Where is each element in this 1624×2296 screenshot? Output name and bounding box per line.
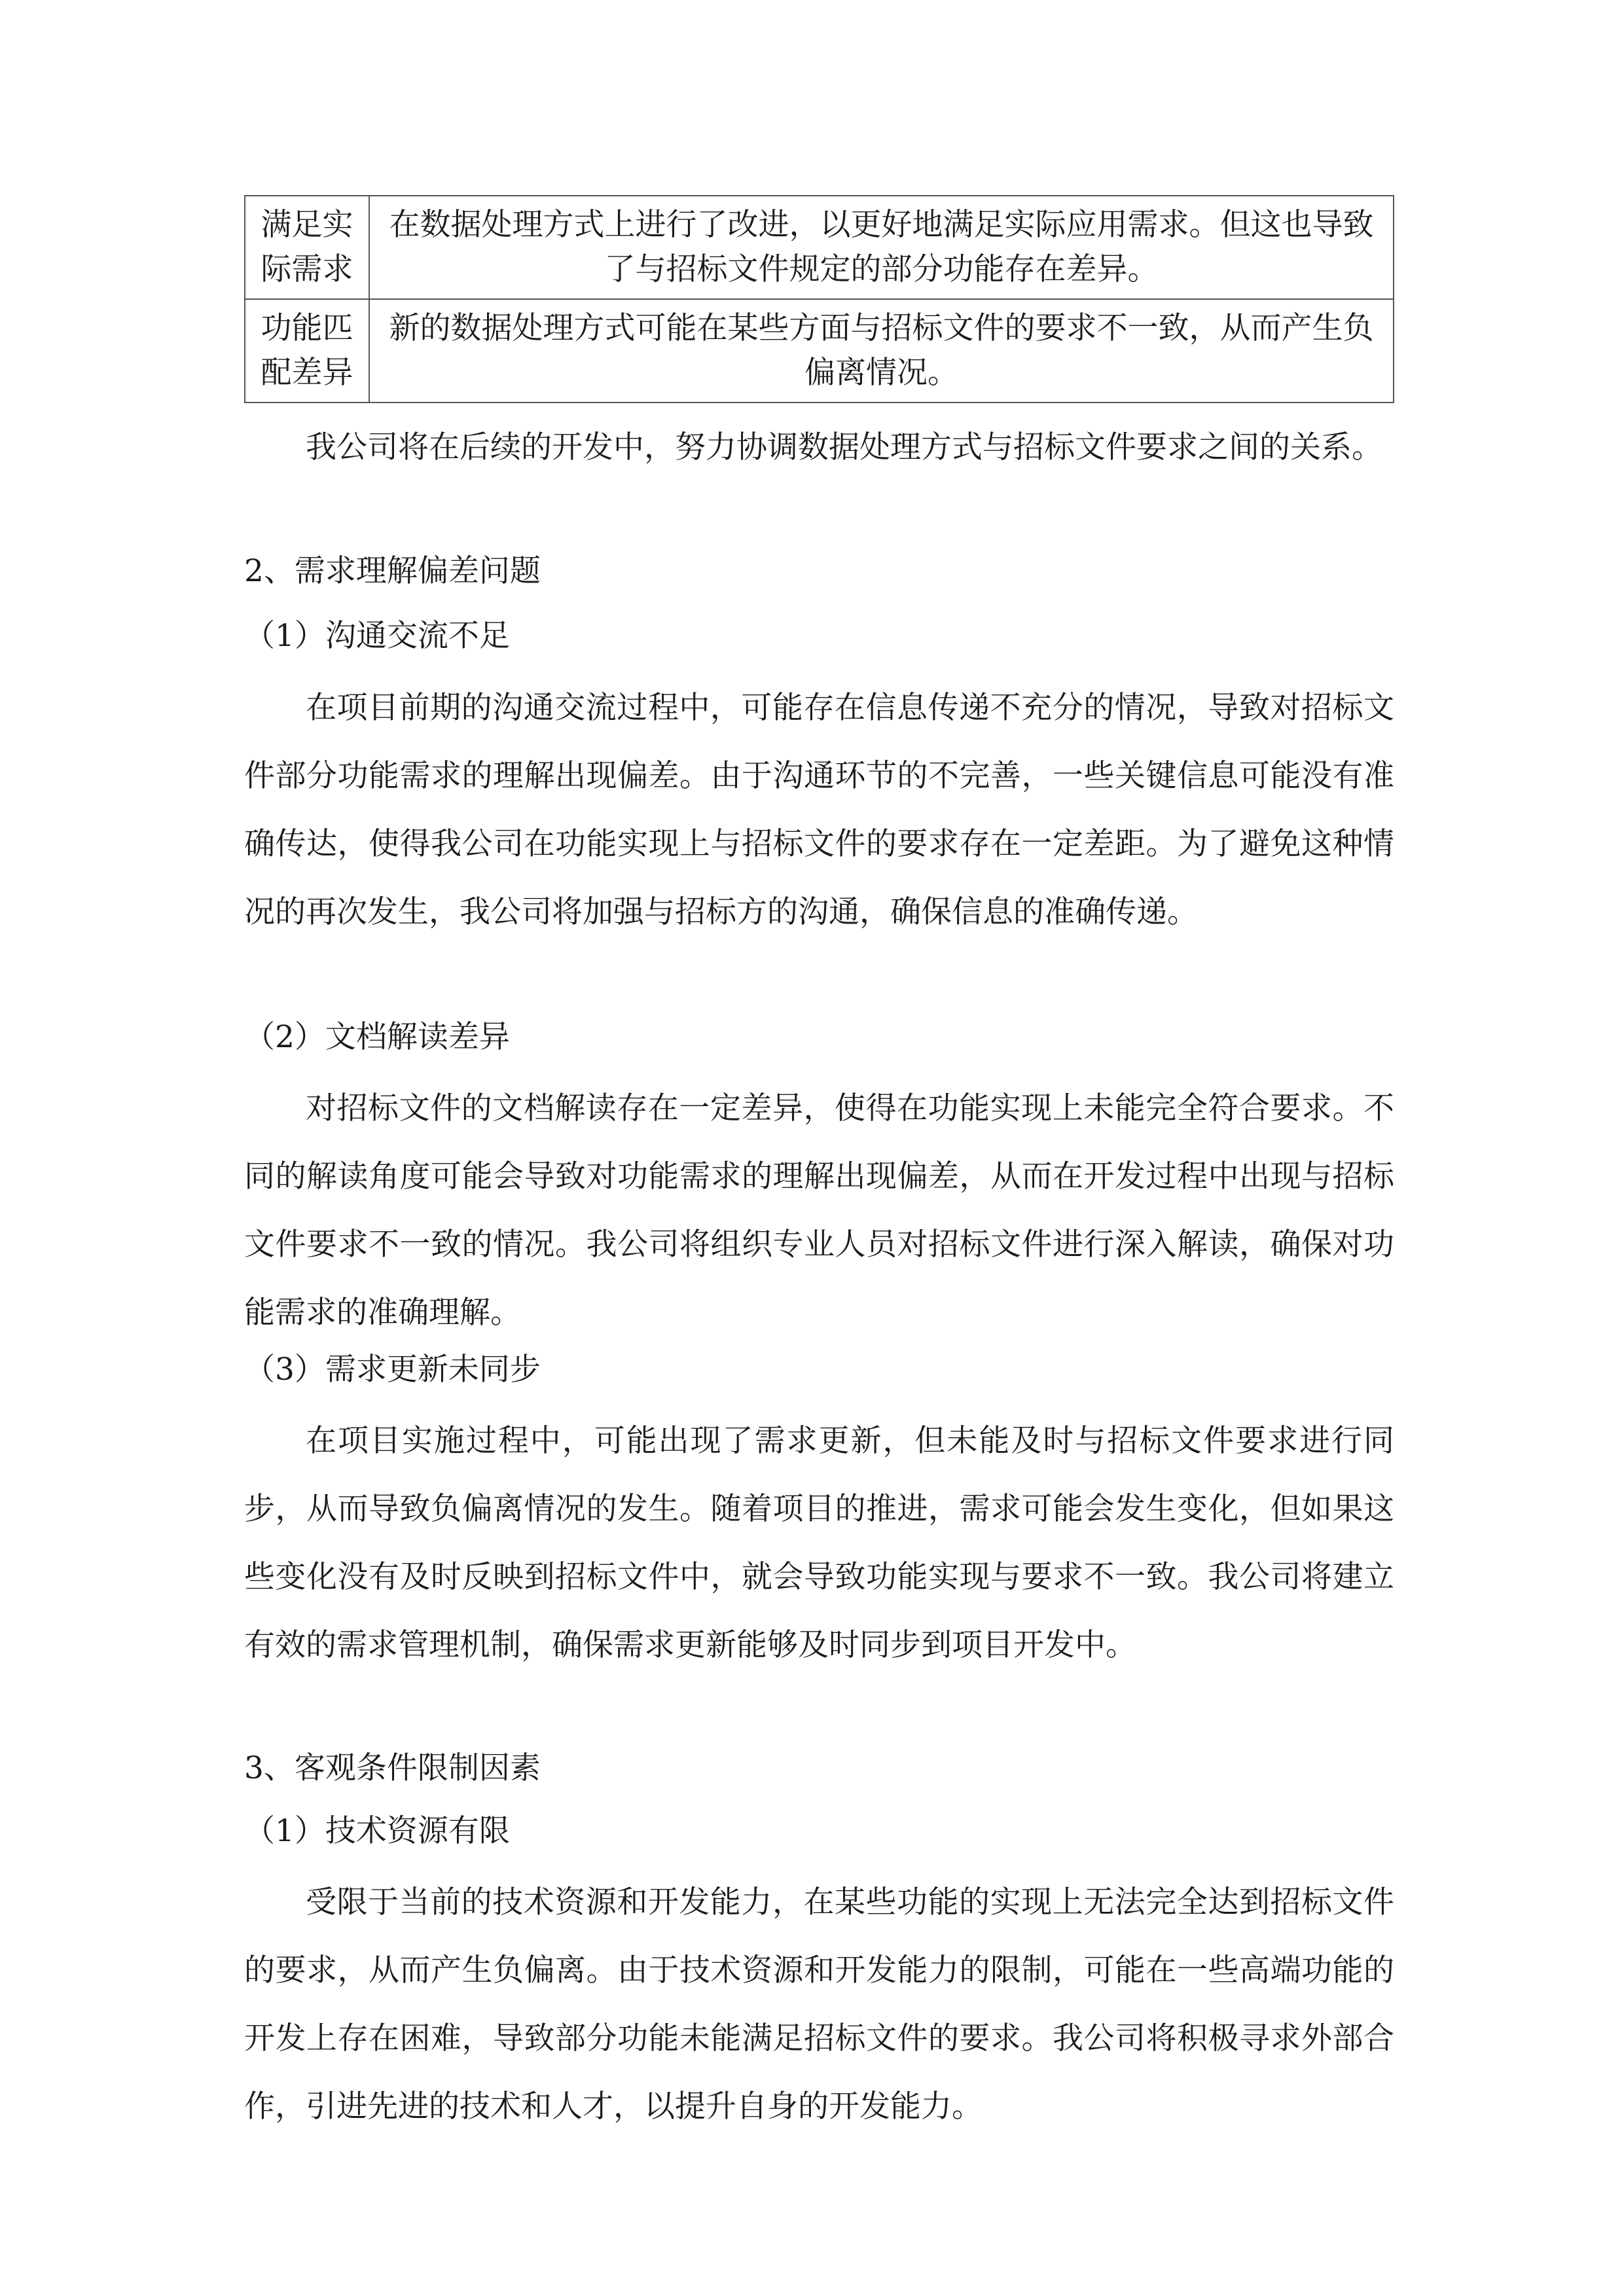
section-2-3-title: （3）需求更新未同步 bbox=[244, 1352, 541, 1388]
intro-paragraph: 我公司将在后续的开发中，努力协调数据处理方式与招标文件要求之间的关系。 bbox=[306, 429, 1382, 465]
section-2-2-title: （2）文档解读差异 bbox=[244, 1019, 510, 1055]
table-cell-text: 新的数据处理方式可能在某些方面与招标文件的要求不一致，从而产生负偏离情况。 bbox=[369, 299, 1394, 403]
section-2-2-paragraph: 对招标文件的文档解读存在一定差异，使得在功能实现上未能完全符合要求。不同的解读角度可能会导致对功能需求的理解出现偏差，从而在开发过程中出现与招标文件要求不一致的情况。我公司将组织专业人员对招标文件进行深入解读，确保对功能需求的准确理解。 bbox=[244, 1090, 1394, 1331]
section-2-3-paragraph: 在项目实施过程中，可能出现了需求更新，但未能及时与招标文件要求进行同步，从而导致负偏离情况的发生。随着项目的推进，需求可能会发生变化，但如果这些变化没有及时反映到招标文件中，就会导致功能实现与要求不一致。我公司将建立有效的需求管理机制，确保需求更新能够及时同步到项目开发中。 bbox=[244, 1423, 1394, 1663]
section-3-heading: 3、客观条件限制因素 bbox=[244, 1750, 541, 1786]
deviation-table bbox=[244, 195, 1394, 403]
table-cell-label: 功能匹配差异 bbox=[245, 299, 369, 403]
section-2-1-paragraph: 在项目前期的沟通交流过程中，可能存在信息传递不充分的情况，导致对招标文件部分功能需求的理解出现偏差。由于沟通环节的不完善，一些关键信息可能没有准确传达，使得我公司在功能实现上与招标文件的要求存在一定差距。为了避免这种情况的再次发生，我公司将加强与招标方的沟通，确保信息的准确传递。 bbox=[244, 690, 1394, 930]
table-row bbox=[245, 299, 1394, 403]
table-row bbox=[245, 196, 1394, 299]
table-cell-text: 在数据处理方式上进行了改进，以更好地满足实际应用需求。但这也导致了与招标文件规定的部分功能存在差异。 bbox=[369, 196, 1394, 299]
section-2-1-title: （1）沟通交流不足 bbox=[244, 618, 510, 654]
table-cell-label: 满足实际需求 bbox=[245, 196, 369, 299]
section-2-heading: 2、需求理解偏差问题 bbox=[244, 553, 541, 589]
section-3-1-title: （1）技术资源有限 bbox=[244, 1813, 510, 1849]
section-3-1-paragraph: 受限于当前的技术资源和开发能力，在某些功能的实现上无法完全达到招标文件的要求，从而产生负偏离。由于技术资源和开发能力的限制，可能在一些高端功能的开发上存在困难，导致部分功能未能满足招标文件的要求。我公司将积极寻求外部合作，引进先进的技术和人才，以提升自身的开发能力。 bbox=[244, 1884, 1394, 2125]
